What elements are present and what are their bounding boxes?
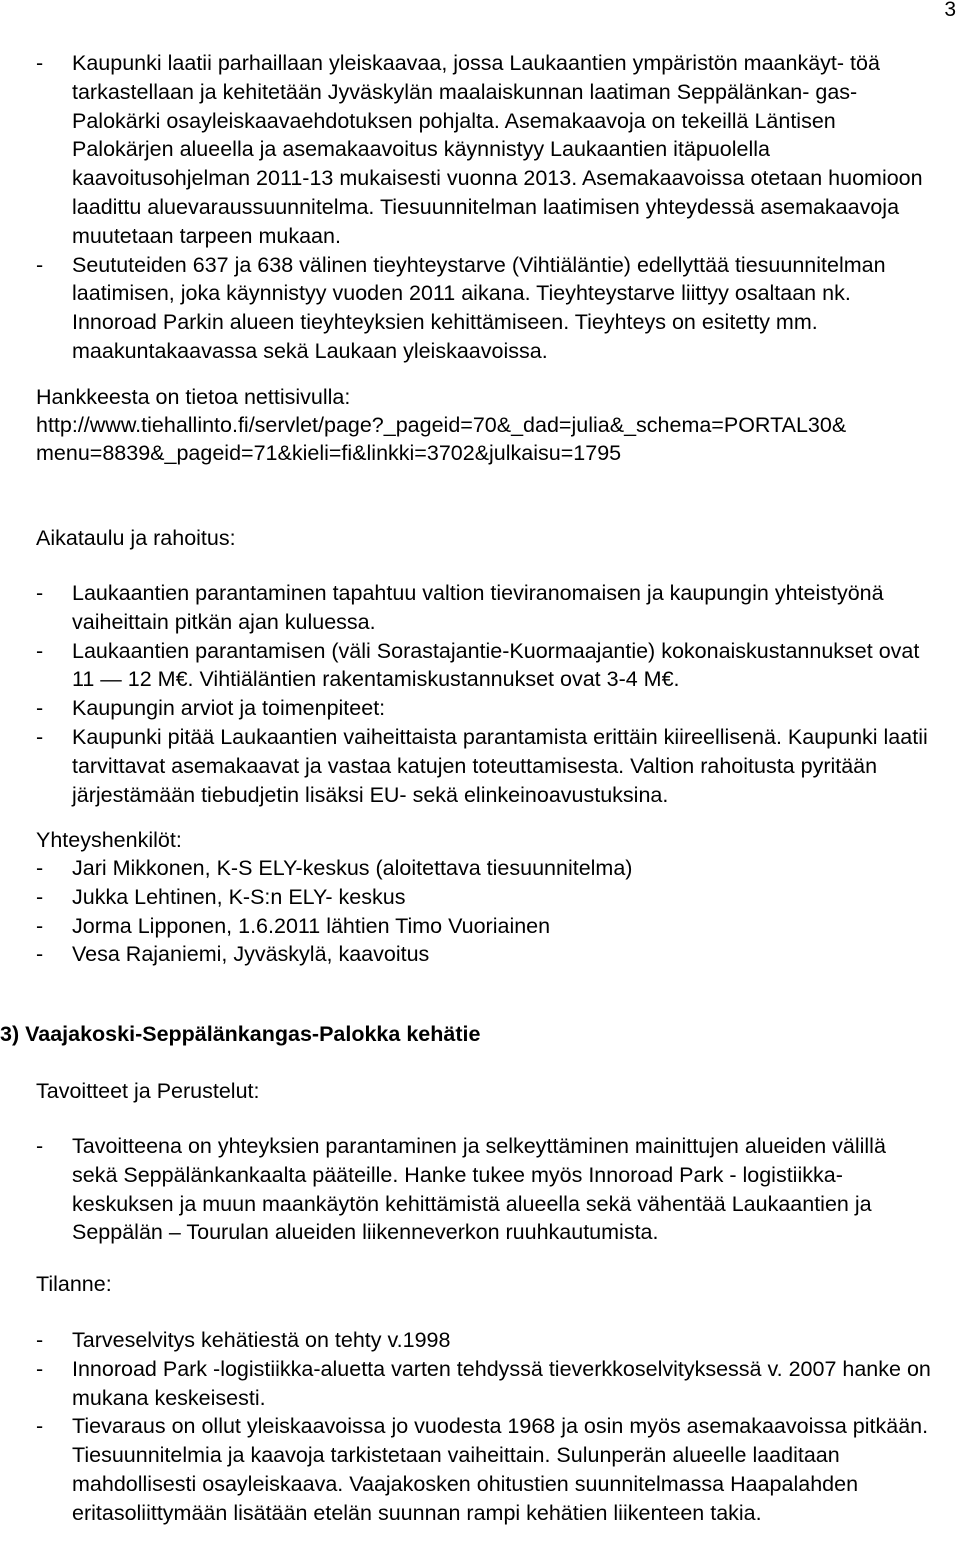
page-number: 3 (944, 0, 956, 21)
list-item: - Jari Mikkonen, K-S ELY-keskus (aloitettava tiesuunnitelma) (36, 856, 633, 880)
info-label: Hankkeesta on tietoa nettisivulla: (36, 385, 351, 409)
schedule-heading: Aikataulu ja rahoitus: (36, 526, 236, 550)
section-3-heading: 3) Vaajakoski-Seppälänkangas-Palokka kehätie (0, 1022, 481, 1046)
list-item: - Laukaantien parantaminen tapahtuu valtion tieviranomaisen ja kaupungin yhteistyönä vaiheittain pitkän ajan kuluessa. (36, 581, 884, 634)
list-item: - Kaupunki laatii parhaillaan yleiskaavaa, jossa Laukaantien ympäristön maankäyt- töä tarkastellaan ja kehitetään Jyväskylän maalaiskunnan laatiman Seppälänkan- gas-Palokärki osayleiskaavaehdotuksen pohjalta. Asemakaavoja on tekeillä Läntisen Palokärjen alueella ja asemakaavoitus käynnistyy Laukaantien itäpuolella kaavoitusohjelman 2011-13 mukaisesti vuonna 2013. Asemakaavoissa otetaan huomioon laadittu aluevaraussuunnitelma. Tiesuunnitelman laatimisen yhteydessä asemakaavoja muutetaan tarpeen mukaan. (36, 51, 923, 248)
list-item: - Tarveselvitys kehätiestä on tehty v.1998 (36, 1328, 451, 1352)
schedule-list (36, 579, 936, 809)
project-url-line1[interactable]: http://www.tiehallinto.fi/servlet/page?_pageid=70&_dad=julia&_schema=PORTAL30& (36, 413, 847, 437)
list-item: - Tavoitteena on yhteyksien parantaminen ja selkeyttäminen mainittujen alueiden välillä sekä Seppälänkankaalta pääteille. Hanke tukee myös Innoroad Park - logistiikka-keskuksen ja muun maankäytön kehittämistä alueella sekä vähentää Laukaantien ja Seppälän – Tourulan alueiden liikenneverkon ruuhkautumista. (36, 1134, 886, 1245)
goals-list (36, 1132, 906, 1247)
list-item: - Seututeiden 637 ja 638 välinen tieyhteystarve (Vihtiäläntie) edellyttää tiesuunnitelman laatimisen, joka käynnistyy vuoden 2011 aikana. Tieyhteystarve liittyy osaltaan nk. Innoroad Parkin alueen tieyhteyksien kehittämiseen. Tieyhteys on esitetty mm. maakuntakaavassa sekä Laukaan yleiskaavoissa. (36, 252, 886, 363)
project-url-line2[interactable]: menu=8839&_pageid=71&kieli=fi&linkki=3702&julkaisu=1795 (36, 441, 622, 465)
list-item: - Jukka Lehtinen, K-S:n ELY- keskus (36, 884, 406, 909)
list-item: - Innoroad Park -logistiikka-aluetta varten tehdyssä tieverkkoselvityksessä v. 2007 hanke on mukana keskeisesti. (36, 1356, 931, 1410)
list-item: - Tievaraus on ollut yleiskaavoissa jo vuodesta 1968 ja osin myös asemakaavoissa pitkään. Tiesuunnitelmia ja kaavoja tarkistetaan vaiheittain. Sulunperän alueelle laaditaan mahdollisesti osayleiskaava. Vaajakosken ohitustien suunnitelmassa Haapalahden eritasoliittymään lisätään etelän suunnan rampi kehätien liikenteen takia. (36, 1414, 929, 1525)
list-item: - Jorma Lipponen, 1.6.2011 lähtien Timo Vuoriainen (36, 913, 551, 938)
list-item: - Vesa Rajaniemi, Jyväskylä, kaavoitus (36, 942, 430, 967)
list-item: - Kaupungin arviot ja toimenpiteet: (36, 696, 386, 721)
goals-heading: Tavoitteet ja Perustelut: (36, 1079, 260, 1103)
list-item: - Laukaantien parantamisen (väli Sorastajantie-Kuormaajantie) kokonaiskustannukset ovat 11 — 12 M€. Vihtiäläntien rakentamiskustannukset ovat 3-4 M€. (36, 638, 920, 692)
contacts-heading: Yhteyshenkilöt: (36, 828, 182, 852)
status-list (36, 1326, 936, 1528)
intro-list (36, 49, 936, 366)
status-heading: Tilanne: (36, 1272, 112, 1296)
list-item: - Kaupunki pitää Laukaantien vaiheittaista parantamista erittäin kiireellisenä. Kaupunki laatii tarvittavat asemakaavat ja vastaa katujen toteuttamisesta. Valtion rahoitusta pyritään järjestämään tiebudjetin lisäksi EU- sekä elinkeinoavustuksina. (36, 724, 928, 807)
contacts-list (36, 854, 936, 969)
